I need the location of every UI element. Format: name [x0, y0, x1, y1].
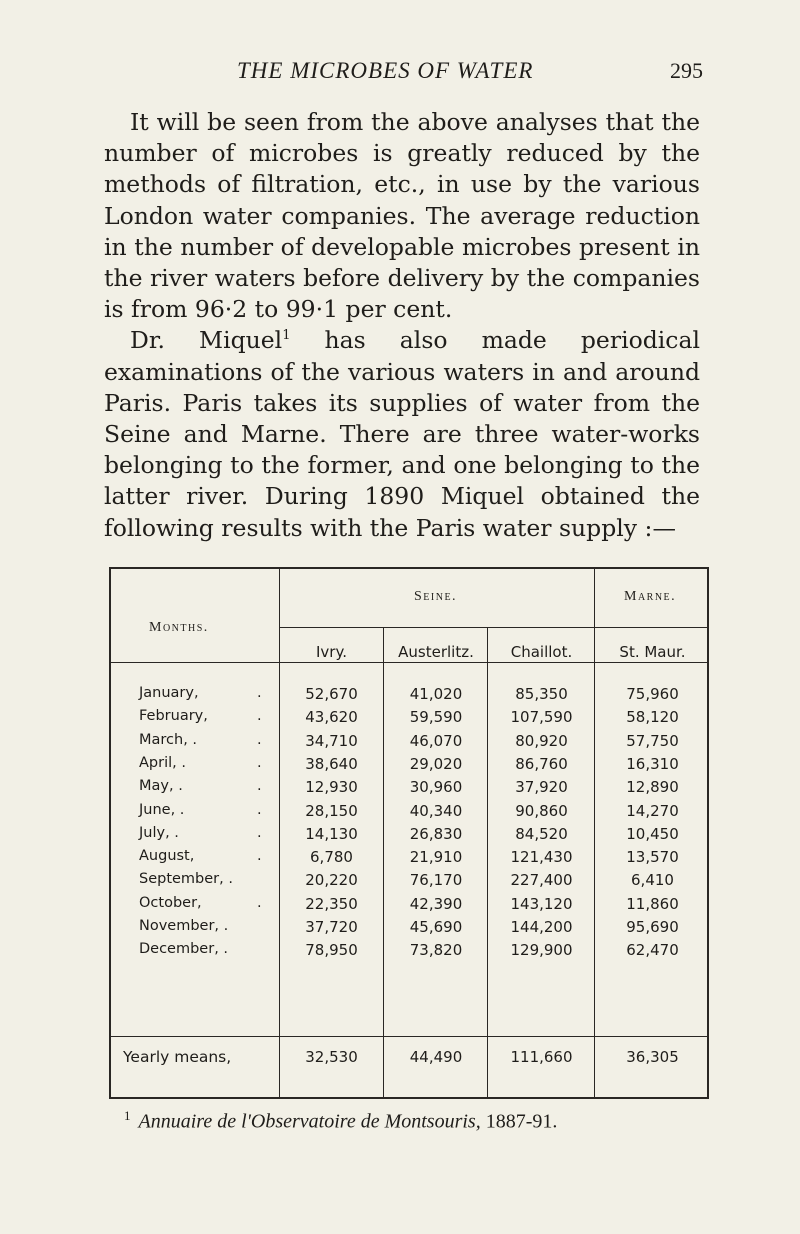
value-st-maur: 75,960: [626, 685, 679, 703]
yearly-value-ivry: 32,530: [305, 1048, 358, 1066]
month-label: November, .: [139, 918, 229, 934]
running-title: THE MICROBES OF WATER: [237, 58, 534, 83]
leader-dot: .: [257, 778, 262, 795]
value-ivry: 12,930: [305, 778, 358, 797]
table-row: [109, 778, 709, 802]
leader-dot: .: [257, 801, 262, 818]
value-chaillot: 90,860: [515, 801, 568, 820]
value-st-maur: 62,470: [626, 941, 679, 960]
value-chaillot: 85,350: [515, 685, 568, 703]
table-row: [109, 918, 709, 942]
month-label: March, .: [139, 731, 198, 748]
month-label: December, .: [139, 941, 229, 958]
leader-dot: .: [257, 708, 262, 725]
value-ivry: 37,720: [305, 918, 358, 936]
table-row: [109, 802, 709, 826]
footnote: [124, 1108, 744, 1134]
table-row: [109, 825, 709, 849]
column-header-austerlitz: Austerlitz.: [398, 643, 474, 661]
value-ivry: 52,670: [305, 685, 358, 703]
yearly-value-chaillot: 111,660: [510, 1048, 573, 1066]
value-chaillot: 80,920: [515, 731, 568, 750]
paragraph-text: has also made periodical examinations of the various waters in and around Paris. Paris takes its supplies of water from the Seine and Marne. There are three water-works belonging to the former, and one belonging to the latter river. During 1890 Miquel obtained the following results with the Paris water supply :—: [104, 326, 700, 542]
footnote-source: Annuaire de l'Observatoire de Montsouris,: [138, 1110, 481, 1133]
value-st-maur: 58,120: [626, 708, 679, 727]
month-label: January,: [139, 685, 199, 701]
table-row: [109, 732, 709, 756]
value-austerlitz: 26,830: [409, 824, 463, 843]
table-row: [109, 755, 709, 779]
value-chaillot: 121,430: [510, 848, 573, 867]
value-austerlitz: 45,690: [409, 918, 463, 936]
value-st-maur: 16,310: [626, 754, 679, 773]
yearly-value-st-maur: 36,305: [626, 1048, 679, 1066]
table-row: [109, 708, 709, 732]
value-st-maur: 11,860: [626, 894, 679, 913]
paragraph-text: Dr. Miquel: [130, 326, 283, 355]
footnote-years: 1887-91.: [480, 1110, 558, 1133]
value-chaillot: 107,590: [510, 708, 573, 727]
value-ivry: 34,710: [305, 731, 358, 750]
value-ivry: 43,620: [305, 708, 358, 727]
value-chaillot: 227,400: [510, 871, 573, 890]
table-row: [109, 848, 709, 872]
value-ivry: 38,640: [305, 754, 358, 773]
yearly-means-row: [109, 1048, 709, 1078]
value-austerlitz: 21,910: [409, 848, 463, 867]
yearly-value-austerlitz: 44,490: [409, 1048, 463, 1066]
value-chaillot: 143,120: [510, 894, 573, 913]
value-st-maur: 14,270: [626, 801, 679, 820]
value-austerlitz: 41,020: [409, 685, 463, 703]
table-top-rule: [109, 567, 709, 569]
value-austerlitz: 30,960: [409, 778, 463, 797]
month-label: May, .: [139, 778, 183, 795]
value-st-maur: 6,410: [631, 871, 674, 890]
paragraph: [104, 325, 700, 543]
value-ivry: 78,950: [305, 941, 358, 960]
value-ivry: 20,220: [305, 871, 358, 890]
marne-header: Marne.: [624, 589, 677, 604]
value-austerlitz: 59,590: [409, 708, 463, 727]
month-label: June, .: [139, 801, 185, 818]
footnote-mark: 1: [124, 1108, 131, 1123]
column-header-ivry: Ivry.: [316, 643, 347, 661]
running-head: [0, 58, 800, 94]
leader-dot: .: [257, 824, 262, 841]
value-chaillot: 144,200: [510, 918, 573, 936]
value-ivry: 6,780: [310, 848, 353, 867]
column-header-chaillot: Chaillot.: [510, 643, 573, 661]
value-ivry: 22,350: [305, 894, 358, 913]
page-number: 295: [670, 58, 703, 83]
value-austerlitz: 42,390: [409, 894, 463, 913]
month-label: April, .: [139, 754, 186, 771]
value-st-maur: 10,450: [626, 824, 679, 843]
value-chaillot: 84,520: [515, 824, 568, 843]
value-austerlitz: 29,020: [409, 754, 463, 773]
header-rule: [109, 662, 709, 663]
value-chaillot: 129,900: [510, 941, 573, 960]
table-row: [109, 941, 709, 965]
water-results-table: [109, 567, 709, 1099]
leader-dot: .: [257, 731, 262, 748]
value-st-maur: 12,890: [626, 778, 679, 797]
value-austerlitz: 76,170: [409, 871, 463, 890]
value-ivry: 14,130: [305, 824, 358, 843]
month-label: September, .: [139, 871, 233, 888]
value-austerlitz: 40,340: [409, 801, 463, 820]
month-label: February,: [139, 708, 208, 725]
leader-dot: .: [257, 848, 262, 865]
month-label: August,: [139, 848, 195, 865]
yearly-rule: [109, 1036, 709, 1037]
value-austerlitz: 46,070: [409, 731, 463, 750]
column-header-st-maur: St. Maur.: [619, 643, 686, 661]
yearly-means-label: Yearly means,: [123, 1048, 232, 1066]
table-bottom-rule: [109, 1097, 709, 1099]
value-st-maur: 95,690: [626, 918, 679, 936]
table-row: [109, 685, 709, 709]
paragraph: It will be seen from the above analyses that the number of microbes is greatly reduced by the methods of filtration, etc., in use by the various London water companies. The average reduction in the number of developable microbes present in the river waters before delivery by the companies is from 96·2 to 99·1 per cent.: [104, 108, 700, 324]
leader-dot: .: [257, 685, 262, 701]
seine-header: Seine.: [414, 589, 458, 604]
body-text: [104, 107, 700, 544]
value-st-maur: 57,750: [626, 731, 679, 750]
group-rule: [279, 627, 709, 628]
leader-dot: .: [257, 754, 262, 771]
table-row: [109, 895, 709, 919]
month-label: October,: [139, 894, 202, 911]
footnote-reference: 1: [282, 328, 291, 344]
months-header: Months.: [149, 620, 209, 635]
value-chaillot: 37,920: [515, 778, 568, 797]
leader-dot: .: [257, 894, 262, 911]
table-row: [109, 871, 709, 895]
value-st-maur: 13,570: [626, 848, 679, 867]
value-austerlitz: 73,820: [409, 941, 463, 960]
month-label: July, .: [139, 824, 179, 841]
value-chaillot: 86,760: [515, 754, 568, 773]
value-ivry: 28,150: [305, 801, 358, 820]
